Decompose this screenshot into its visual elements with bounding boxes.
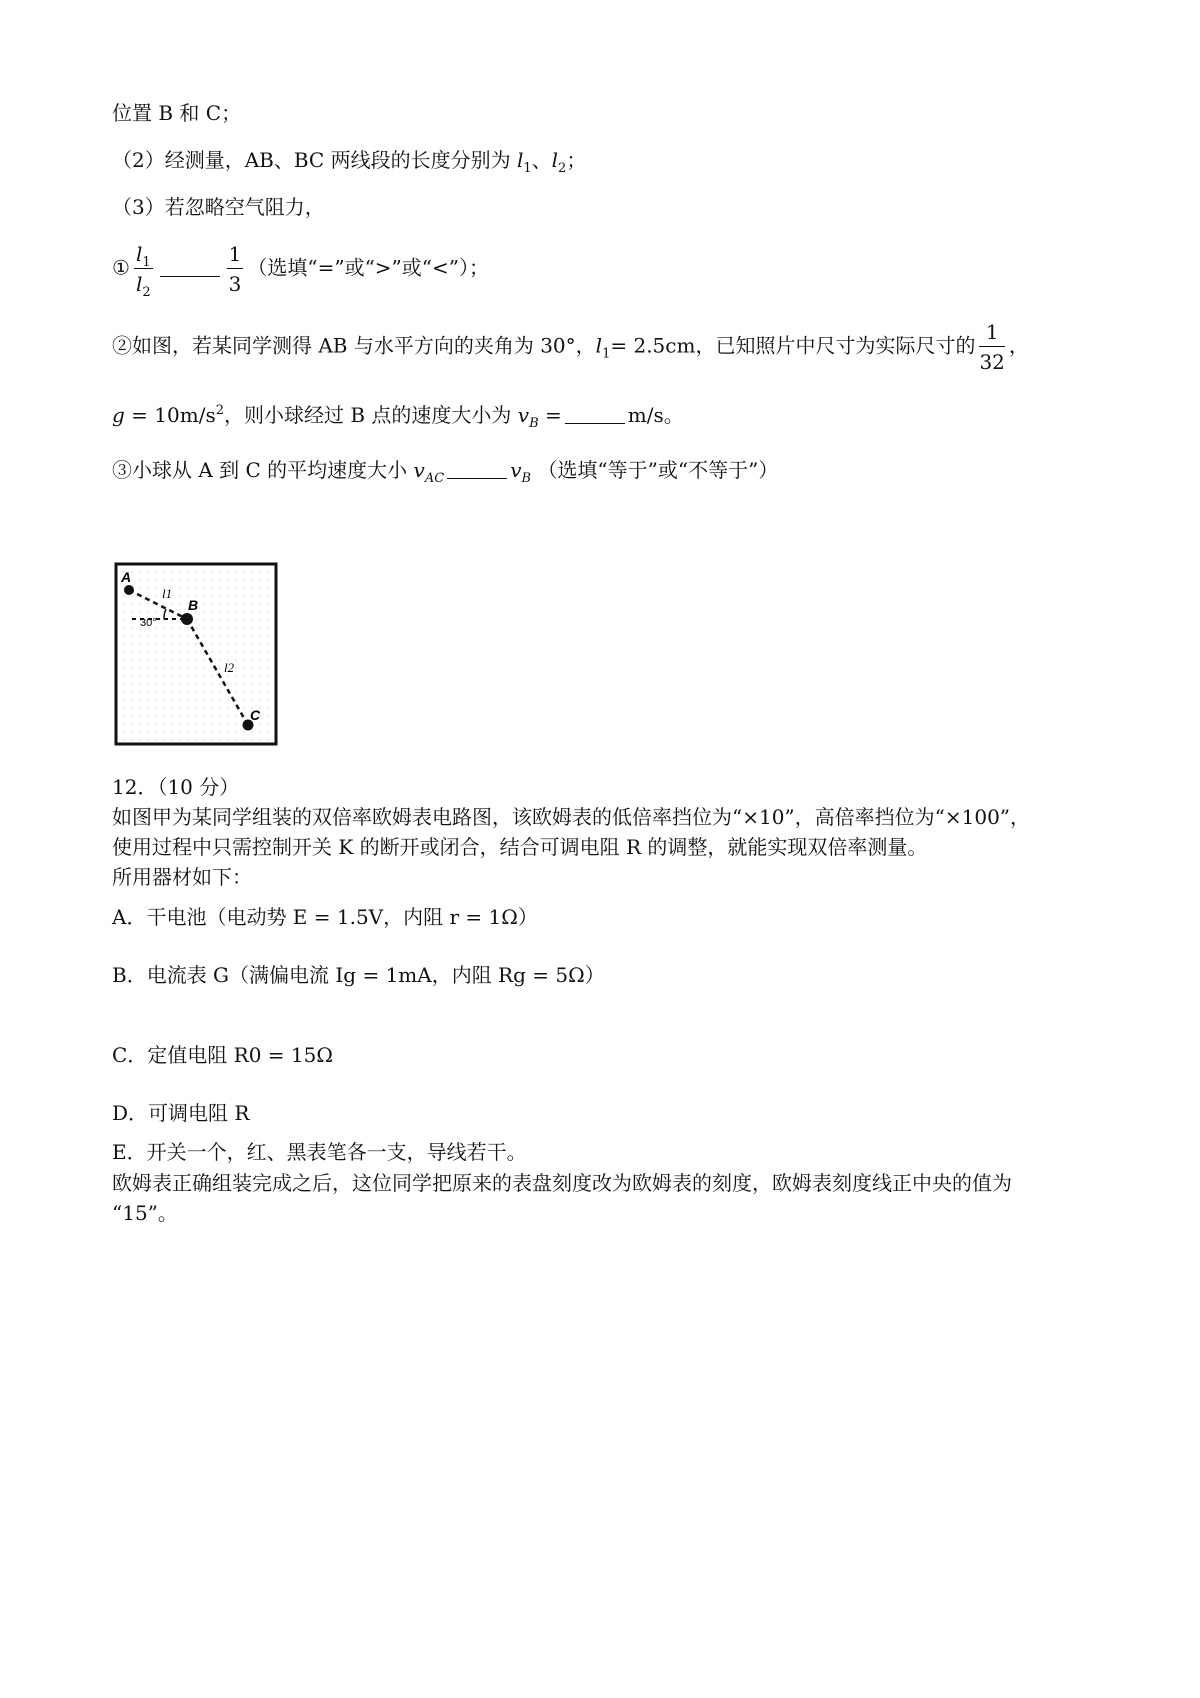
equipment-a [112, 902, 1140, 932]
q12-text-2: 使用过程中只需控制开关 K 的断开或闭合，结合可调电阻 R 的调整，就能实现双倍率测量。 [112, 835, 928, 859]
question-2-text-b: ，已知照片中尺寸为实际尺寸的 [695, 333, 976, 358]
label-l2: l2 [224, 660, 235, 675]
q12-text-4: 欧姆表正确组装完成之后，这位同学把原来的表盘刻度改为欧姆表的刻度，欧姆表刻度线正中央的值为 [112, 1171, 1012, 1195]
label-angle: 30° [140, 617, 157, 629]
symbol-l: l [135, 272, 143, 296]
q12-paragraph-5 [112, 1198, 1140, 1228]
q12-text-3: 所用器材如下： [112, 865, 252, 889]
trajectory-svg [112, 560, 284, 750]
answer-blank-3[interactable] [447, 460, 507, 479]
label-b: B [188, 597, 199, 613]
question-3-hint: （选填“等于”或“不等于”） [537, 458, 779, 482]
question-12-number: 12．（10 分） [112, 775, 240, 799]
label-c: C [250, 707, 261, 723]
point-a [124, 585, 134, 595]
symbol-v: v [517, 403, 530, 427]
label-a: A [121, 569, 132, 585]
q12-paragraph-3 [112, 862, 1140, 892]
subscript-AC: AC [424, 471, 445, 486]
symbol-l: l [516, 148, 524, 172]
equipment-c-text: C．定值电阻 R0 = 15Ω [112, 1043, 333, 1067]
point-b [181, 613, 193, 625]
equipment-e-text: E．开关一个，红、黑表笔各一支，导线若干。 [112, 1140, 527, 1164]
question-1 [112, 242, 1140, 300]
q12-paragraph-4 [112, 1168, 1140, 1198]
equipment-d-text: D．可调电阻 R [112, 1101, 250, 1125]
q12-header [112, 772, 1140, 802]
symbol-g: g [112, 403, 125, 427]
equipment-c [112, 1040, 1140, 1070]
label-l1: l1 [162, 586, 173, 601]
text-position: 位置 B 和 C； [112, 101, 242, 125]
q12-paragraph-1 [112, 802, 1140, 832]
trajectory-figure [112, 560, 284, 750]
line-position-b-c [112, 98, 1140, 128]
text-ignore-air: （3）若忽略空气阻力， [112, 195, 325, 219]
q12-text-5: “15”。 [112, 1201, 178, 1225]
question-2-line-1 [112, 322, 1140, 372]
answer-blank-1[interactable] [160, 258, 220, 277]
question-3 [112, 455, 1140, 485]
equipment-b [112, 960, 1140, 990]
subscript-1: 1 [523, 161, 532, 176]
numerator: 1 [227, 244, 244, 269]
text-lengths: （2）经测量，AB、BC 两线段的长度分别为 [112, 148, 517, 172]
answer-blank-2[interactable] [565, 405, 625, 424]
symbol-l: l [595, 333, 603, 358]
subscript-1: 1 [602, 346, 611, 362]
denominator: 3 [228, 272, 242, 296]
g-value: = 10m/s [131, 403, 216, 427]
equals-sign: = [545, 403, 562, 427]
question-2-line-2 [112, 400, 1140, 430]
question-2-text: ②如图，若某同学测得 AB 与水平方向的夹角为 30°， [112, 333, 596, 358]
equipment-d [112, 1098, 1140, 1128]
subscript-1: 1 [142, 255, 151, 270]
line-lengths [112, 145, 1140, 175]
question-2-text-c: ，则小球经过 B 点的速度大小为 [223, 403, 518, 427]
symbol-v: v [510, 458, 522, 482]
question-3-text: ③小球从 A 到 C 的平均速度大小 [112, 458, 414, 482]
circled-1: ① [112, 255, 130, 280]
fraction-1-3 [227, 244, 244, 294]
subscript-2: 2 [558, 161, 567, 176]
symbol-v: v [413, 458, 425, 482]
numerator: 1 [979, 322, 1004, 347]
subscript-B: B [521, 471, 532, 486]
q12-paragraph-2 [112, 832, 1140, 862]
subscript-2: 2 [142, 285, 151, 300]
punct: ； [566, 148, 587, 172]
denominator: 32 [979, 350, 1005, 374]
fraction-l1-l2 [134, 242, 153, 300]
symbol-l: l [551, 148, 559, 172]
unit-ms: m/s。 [627, 403, 684, 427]
equipment-a-text: A．干电池（电动势 E = 1.5V，内阻 r = 1Ω） [112, 905, 538, 929]
equipment-b-text: B．电流表 G（满偏电流 Ig = 1mA，内阻 Rg = 5Ω） [112, 963, 605, 987]
exponent-2: 2 [215, 403, 224, 418]
separator: 、 [531, 148, 552, 172]
l1-value: = 2.5cm [610, 333, 696, 358]
question-1-hint: （选填“=”或“>”或“<”）； [247, 255, 489, 280]
q12-text-1: 如图甲为某同学组装的双倍率欧姆表电路图，该欧姆表的低倍率挡位为“×10”，高倍率挡位为“×100”， [112, 805, 1031, 829]
fraction-1-32 [979, 322, 1004, 372]
equipment-e [112, 1137, 1140, 1167]
punct: ， [1008, 333, 1029, 358]
symbol-l: l [135, 242, 143, 266]
subscript-B: B [529, 416, 539, 431]
line-ignore-air [112, 192, 1140, 222]
